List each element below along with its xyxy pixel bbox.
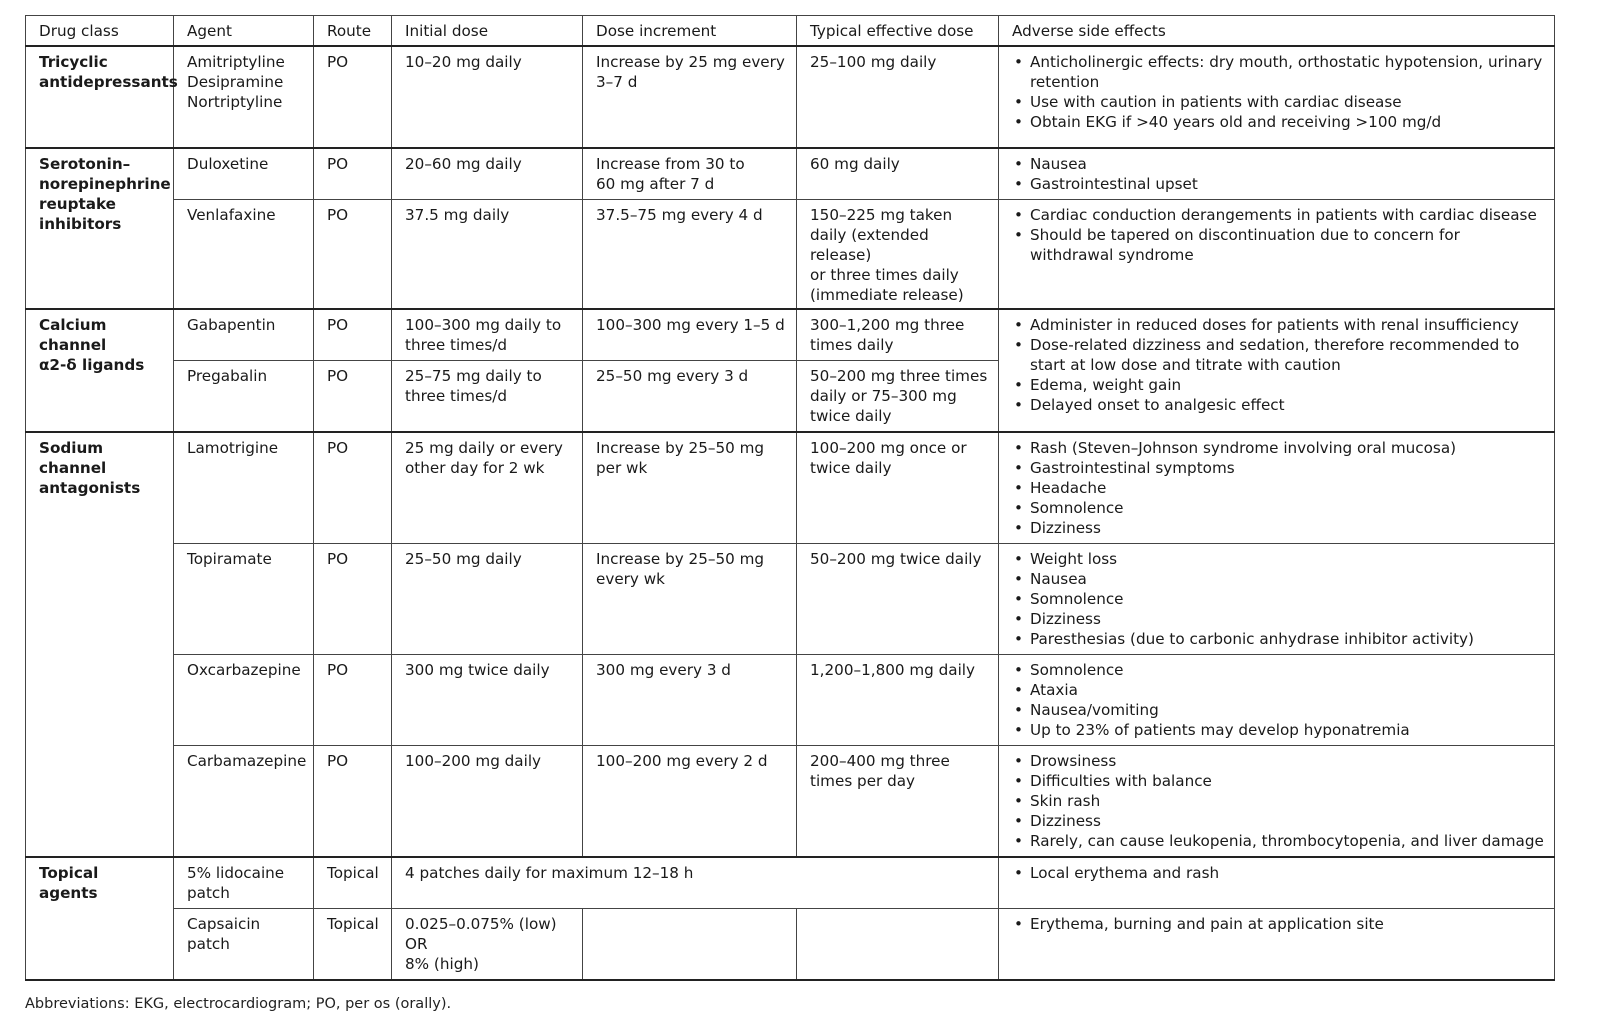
effect-item: • Administer in reduced doses for patients with renal insufficiency xyxy=(1012,315,1544,335)
header-drug-class: Drug class xyxy=(26,16,174,47)
route-cell: Topical xyxy=(314,857,392,909)
effect-item: • Somnolence xyxy=(1012,660,1544,680)
agent-cell: Lamotrigine xyxy=(174,432,314,544)
typical-dose-cell xyxy=(797,309,999,361)
route-cell: PO xyxy=(314,148,392,200)
effect-item: • Drowsiness xyxy=(1012,751,1544,771)
effects-list xyxy=(1012,205,1544,265)
cell-line: twice daily xyxy=(810,459,892,477)
effect-item: • Gastrointestinal upset xyxy=(1012,174,1544,194)
drug-class-line: antidepressants xyxy=(39,73,178,91)
effect-item: • Rarely, can cause leukopenia, thrombocytopenia, and liver damage xyxy=(1012,831,1544,851)
cell-line: Increase by 25 mg every xyxy=(596,53,785,71)
cell-line: Increase from 30 to xyxy=(596,155,745,173)
cell-line: 100–200 mg daily xyxy=(405,752,542,770)
effect-item: • Obtain EKG if >40 years old and receiving >100 mg/d xyxy=(1012,112,1544,132)
header-dose-increment: Dose increment xyxy=(583,16,797,47)
agent-cell: Gabapentin xyxy=(174,309,314,361)
agent-name: patch xyxy=(187,884,230,902)
initial-dose-cell xyxy=(392,746,583,858)
drug-class-line: Sodium xyxy=(39,439,104,457)
header-initial-dose: Initial dose xyxy=(392,16,583,47)
effect-item: • Nausea xyxy=(1012,569,1544,589)
cell-line: 25–50 mg daily xyxy=(405,550,522,568)
agent-cell xyxy=(174,857,314,909)
drug-class-cell xyxy=(26,432,174,857)
abbreviations-footnote: Abbreviations: EKG, electrocardiogram; PO, per os (orally). xyxy=(25,996,452,1012)
agent-cell: Pregabalin xyxy=(174,361,314,433)
table-row xyxy=(26,309,1555,361)
effect-item: • Headache xyxy=(1012,478,1544,498)
drug-class-line: channel xyxy=(39,336,107,354)
drug-class-line: antagonists xyxy=(39,479,141,497)
cell-line: twice daily xyxy=(810,407,892,425)
effect-item: • Skin rash xyxy=(1012,791,1544,811)
adverse-effects-cell xyxy=(999,148,1555,200)
cell-line: other day for 2 wk xyxy=(405,459,545,477)
effect-item: • Up to 23% of patients may develop hyponatremia xyxy=(1012,720,1544,740)
table-row xyxy=(26,544,1555,655)
cell-line: 60 mg daily xyxy=(810,155,900,173)
adverse-effects-cell xyxy=(999,200,1555,310)
cell-line: Increase by 25–50 mg xyxy=(596,439,765,457)
agent-name: Amitriptyline xyxy=(187,53,285,71)
effect-item: • Somnolence xyxy=(1012,589,1544,609)
cell-line: 100–200 mg every 2 d xyxy=(596,752,768,770)
table-row xyxy=(26,909,1555,981)
effect-item: • Nausea xyxy=(1012,154,1544,174)
drug-class-line: agents xyxy=(39,884,98,902)
agent-cell: Venlafaxine xyxy=(174,200,314,310)
dose-increment-cell xyxy=(583,655,797,746)
adverse-effects-cell xyxy=(999,909,1555,981)
typical-dose-cell xyxy=(797,200,999,310)
effect-item: • Should be tapered on discontinuation due to concern for withdrawal syndrome xyxy=(1012,225,1544,265)
cell-line: three times/d xyxy=(405,336,507,354)
agent-cell xyxy=(174,909,314,981)
effect-item: • Difficulties with balance xyxy=(1012,771,1544,791)
drug-class-line: channel xyxy=(39,459,107,477)
effect-item: • Delayed onset to analgesic effect xyxy=(1012,395,1544,415)
agent-cell: Carbamazepine xyxy=(174,746,314,858)
adverse-effects-cell xyxy=(999,544,1555,655)
agent-cell: Oxcarbazepine xyxy=(174,655,314,746)
initial-dose-cell xyxy=(392,544,583,655)
effect-item: • Rash (Steven–Johnson syndrome involving oral mucosa) xyxy=(1012,438,1544,458)
cell-line: daily (extended release) xyxy=(810,226,929,264)
table-row xyxy=(26,200,1555,310)
cell-line: 25–100 mg daily xyxy=(810,53,937,71)
route-cell: PO xyxy=(314,544,392,655)
cell-line: 10–20 mg daily xyxy=(405,53,522,71)
drug-class-line: Tricyclic xyxy=(39,53,108,71)
table-row xyxy=(26,655,1555,746)
dose-increment-cell xyxy=(583,746,797,858)
cell-line: 300–1,200 mg three xyxy=(810,316,965,334)
agent-name: Nortriptyline xyxy=(187,93,283,111)
drug-class-line: α2-δ ligands xyxy=(39,356,145,374)
table-row xyxy=(26,148,1555,200)
effect-item: • Somnolence xyxy=(1012,498,1544,518)
cell-line: 37.5–75 mg every 4 d xyxy=(596,206,763,224)
header-typical-dose: Typical effective dose xyxy=(797,16,999,47)
header-row xyxy=(26,16,1555,47)
effect-item: • Dose-related dizziness and sedation, therefore recommended to start at low dose and titrate with caution xyxy=(1012,335,1544,375)
effect-item: • Use with caution in patients with cardiac disease xyxy=(1012,92,1544,112)
drug-class-cell xyxy=(26,46,178,148)
typical-dose-cell xyxy=(797,148,999,200)
cell-line: OR xyxy=(405,935,428,953)
effects-list xyxy=(1012,438,1544,538)
cell-line: every wk xyxy=(596,570,665,588)
effect-item: • Local erythema and rash xyxy=(1012,863,1544,883)
cell-line: 150–225 mg taken xyxy=(810,206,953,224)
effect-item: • Anticholinergic effects: dry mouth, orthostatic hypotension, urinary retention xyxy=(1012,52,1544,92)
dose-increment-cell xyxy=(583,432,797,544)
effects-list xyxy=(1012,751,1544,851)
agent-cell: Topiramate xyxy=(174,544,314,655)
cell-line: times per day xyxy=(810,772,916,790)
initial-dose-cell xyxy=(392,200,583,310)
dose-increment-cell xyxy=(583,909,797,981)
dose-increment-cell xyxy=(583,361,797,433)
table-row xyxy=(26,432,1555,544)
effect-item: • Weight loss xyxy=(1012,549,1544,569)
effects-list xyxy=(1012,549,1544,649)
cell-line: or three times daily xyxy=(810,266,959,284)
drug-table xyxy=(25,15,1555,981)
typical-dose-cell xyxy=(797,432,999,544)
cell-line: daily or 75–300 mg xyxy=(810,387,957,405)
cell-line: 300 mg every 3 d xyxy=(596,661,731,679)
effects-list xyxy=(1012,154,1544,194)
typical-dose-cell xyxy=(797,746,999,858)
initial-dose-cell xyxy=(392,309,583,361)
cell-line: 1,200–1,800 mg daily xyxy=(810,661,976,679)
drug-class-cell xyxy=(26,309,174,432)
drug-class-line: inhibitors xyxy=(39,215,122,233)
effect-item: • Gastrointestinal symptoms xyxy=(1012,458,1544,478)
agent-name: 5% lidocaine xyxy=(187,864,285,882)
agent-cell: Duloxetine xyxy=(174,148,314,200)
cell-line: (immediate release) xyxy=(810,286,964,304)
cell-line: 200–400 mg three xyxy=(810,752,950,770)
typical-dose-cell xyxy=(797,46,999,148)
effects-list xyxy=(1012,660,1544,740)
route-cell: PO xyxy=(314,46,392,148)
route-cell: Topical xyxy=(314,909,392,981)
route-cell: PO xyxy=(314,361,392,433)
route-cell: PO xyxy=(314,655,392,746)
route-cell: PO xyxy=(314,309,392,361)
effect-item: • Cardiac conduction derangements in patients with cardiac disease xyxy=(1012,205,1544,225)
table-row xyxy=(26,857,1555,909)
initial-dose-cell xyxy=(392,46,583,148)
adverse-effects-cell xyxy=(999,857,1555,909)
drug-class-cell xyxy=(26,857,174,980)
cell-line: per wk xyxy=(596,459,648,477)
agent-name: Desipramine xyxy=(187,73,284,91)
dose-increment-cell xyxy=(583,309,797,361)
cell-line: 3–7 d xyxy=(596,73,638,91)
dose-increment-cell xyxy=(583,148,797,200)
adverse-effects-cell xyxy=(999,46,1555,148)
initial-dose-cell xyxy=(392,148,583,200)
cell-line: 25–50 mg every 3 d xyxy=(596,367,749,385)
cell-line: 0.025–0.075% (low) xyxy=(405,915,557,933)
cell-line: 50–200 mg three times xyxy=(810,367,988,385)
cell-line: 20–60 mg daily xyxy=(405,155,522,173)
drug-class-line: Serotonin– xyxy=(39,155,131,173)
table-row xyxy=(26,746,1555,858)
cell-line: 25 mg daily or every xyxy=(405,439,563,457)
effect-item: • Edema, weight gain xyxy=(1012,375,1544,395)
route-cell: PO xyxy=(314,200,392,310)
agent-name: patch xyxy=(187,935,230,953)
effects-list xyxy=(1012,52,1544,132)
cell-line: 100–200 mg once or xyxy=(810,439,967,457)
header-route: Route xyxy=(314,16,392,47)
effect-item: • Dizziness xyxy=(1012,811,1544,831)
dose-increment-cell xyxy=(583,46,797,148)
header-agent: Agent xyxy=(174,16,314,47)
table-row xyxy=(26,46,1555,148)
typical-dose-cell xyxy=(797,361,999,433)
cell-line: 37.5 mg daily xyxy=(405,206,510,224)
drug-class-line: Topical xyxy=(39,864,99,882)
typical-dose-cell xyxy=(797,544,999,655)
initial-dose-cell xyxy=(392,655,583,746)
cell-line: Increase by 25–50 mg xyxy=(596,550,765,568)
dose-increment-cell xyxy=(583,544,797,655)
cell-line: 8% (high) xyxy=(405,955,479,973)
cell-line: 100–300 mg daily to xyxy=(405,316,562,334)
effect-item: • Nausea/vomiting xyxy=(1012,700,1544,720)
page xyxy=(25,15,1574,1012)
drug-class-cell xyxy=(26,148,174,309)
initial-dose-cell xyxy=(392,432,583,544)
typical-dose-cell xyxy=(797,909,999,981)
effects-list xyxy=(1012,315,1544,415)
adverse-effects-cell xyxy=(999,309,1555,432)
effect-item: • Dizziness xyxy=(1012,609,1544,629)
cell-line: times daily xyxy=(810,336,894,354)
typical-dose-cell xyxy=(797,655,999,746)
cell-line: three times/d xyxy=(405,387,507,405)
drug-class-line: norepinephrine xyxy=(39,175,171,193)
cell-line: 100–300 mg every 1–5 d xyxy=(596,316,785,334)
effects-list xyxy=(1012,863,1544,883)
effect-item: • Dizziness xyxy=(1012,518,1544,538)
effects-list xyxy=(1012,914,1544,934)
dosing-cell: 4 patches daily for maximum 12–18 h xyxy=(392,857,999,909)
effect-item: • Ataxia xyxy=(1012,680,1544,700)
header-adverse-effects: Adverse side effects xyxy=(999,16,1555,47)
route-cell: PO xyxy=(314,432,392,544)
initial-dose-cell xyxy=(392,361,583,433)
drug-class-line: Calcium xyxy=(39,316,107,334)
adverse-effects-cell xyxy=(999,746,1555,858)
adverse-effects-cell xyxy=(999,432,1555,544)
cell-line: 50–200 mg twice daily xyxy=(810,550,982,568)
cell-line: 25–75 mg daily to xyxy=(405,367,542,385)
route-cell: PO xyxy=(314,746,392,858)
dose-increment-cell xyxy=(583,200,797,310)
effect-item: • Paresthesias (due to carbonic anhydrase inhibitor activity) xyxy=(1012,629,1544,649)
cell-line: 300 mg twice daily xyxy=(405,661,550,679)
effect-item: • Erythema, burning and pain at application site xyxy=(1012,914,1544,934)
initial-dose-cell xyxy=(392,909,583,981)
adverse-effects-cell xyxy=(999,655,1555,746)
cell-line: 60 mg after 7 d xyxy=(596,175,715,193)
agent-cell xyxy=(174,46,314,148)
agent-name: Capsaicin xyxy=(187,915,261,933)
drug-class-line: reuptake xyxy=(39,195,116,213)
